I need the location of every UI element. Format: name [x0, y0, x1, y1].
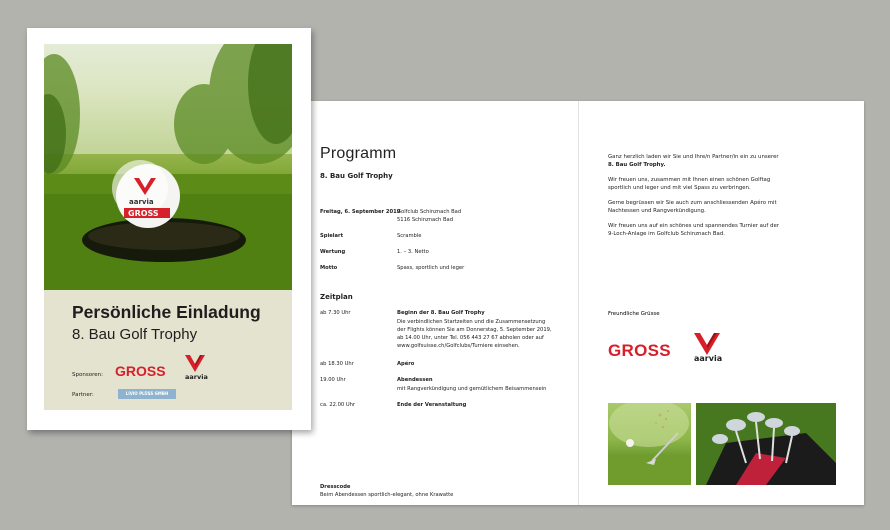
letter-line: Gerne begrüssen wir Sie auch zum anschliessenden Apéro mit — [608, 200, 777, 206]
zeitplan-time: ab 18.30 Uhr — [320, 361, 354, 367]
letter-line: 8. Bau Golf Trophy. — [608, 162, 666, 168]
page-fold — [578, 101, 579, 505]
letter-paragraph — [608, 176, 840, 192]
letter-line: Nachtessen und Rangverkündigung. — [608, 208, 706, 214]
zeitplan-time: ca. 22.00 Uhr — [320, 402, 356, 408]
program-title: Programm — [320, 145, 397, 162]
program-value-spielart: Scramble — [397, 233, 422, 239]
zeitplan-event-line: www.golfsuisse.ch/Golfclubs/Turniere einsehen. — [397, 343, 520, 349]
zeitplan-event-line: ab 14.00 Uhr, unter Tel. 056 443 27 67 abholen oder auf — [397, 335, 544, 341]
zeitplan-event-title: Apéro — [397, 361, 415, 367]
program-row-motto: Motto — [320, 265, 338, 271]
cover-title-panel — [44, 290, 292, 410]
closing-greeting: Freundliche Grüsse — [608, 311, 660, 317]
partner-label: Partner: — [72, 392, 94, 398]
program-row-address: 5116 Schinznach Bad — [397, 217, 454, 223]
partner-badge: LIVIO PLÜSS GMBH — [118, 389, 176, 399]
zeitplan-event-title: Ende der Veranstaltung — [397, 402, 467, 408]
zeitplan-time: ab 7.30 Uhr — [320, 310, 351, 316]
sponsors-label: Sponsoren: — [72, 372, 103, 378]
golf-hole-photo — [44, 44, 292, 290]
zeitplan-event-line: mit Rangverkündigung und gemütlichem Beisammensein — [397, 386, 547, 392]
cover-subtitle: 8. Bau Golf Trophy — [72, 326, 198, 343]
letter-line: Ganz herzlich laden wir Sie und Ihre/n Partner/in ein zu unserer — [608, 154, 779, 160]
zeitplan-time: 19.00 Uhr — [320, 377, 346, 383]
program-row-date: Freitag, 6. September 2019 — [320, 209, 401, 215]
program-row-spielart: Spielart — [320, 233, 344, 239]
ball-brand-text: GROSS — [128, 209, 159, 218]
gross-logo: GROSS — [608, 341, 671, 360]
zeitplan-event-title: Abendessen — [397, 377, 433, 383]
program-value-motto: Spass, sportlich und leger — [397, 265, 465, 271]
program-row-venue: Golfclub Schinznach Bad — [397, 209, 462, 215]
zeitplan-title: Zeitplan — [320, 293, 353, 301]
cover-aarvia-logo — [184, 354, 210, 380]
zeitplan-event-line: der Flights können Sie am Donnerstag, 5. September 2019, — [397, 327, 552, 333]
letter-line: sportlich und leger und mit viel Spass zu verbringen. — [608, 185, 751, 191]
program-subtitle: 8. Bau Golf Trophy — [320, 172, 393, 180]
cover-aarvia-text: aarvia — [185, 373, 208, 380]
aarvia-logo — [692, 331, 726, 363]
letter-paragraph — [608, 222, 840, 238]
letter-paragraph — [608, 199, 840, 215]
ball-logo-text: aarvia — [129, 198, 154, 206]
invitation-cover — [27, 28, 311, 430]
program-row-wertung: Wertung — [320, 249, 346, 255]
golf-bag-photo — [696, 403, 836, 485]
golf-swing-photo — [608, 403, 691, 485]
program-page — [320, 145, 570, 498]
letter-line: Wir freuen uns, zusammen mit Ihnen einen schönen Golftag — [608, 177, 771, 183]
invitation-inner-spread — [292, 101, 864, 505]
dresscode-block — [320, 484, 453, 499]
dresscode-title: Dresscode — [320, 484, 351, 490]
letter-text — [608, 153, 840, 245]
dresscode-text: Beim Abendessen sportlich-elegant, ohne Krawatte — [320, 491, 454, 498]
letter-line: 9-Loch-Anlage im Golfclub Schinznach Bad. — [608, 231, 725, 237]
zeitplan-event-line: Die verbindlichen Startzeiten und die Zusammensetzung — [397, 319, 546, 325]
letter-line: Wir freuen uns auf ein schönes und spannendes Turnier auf der — [608, 223, 779, 229]
zeitplan-event-title: Beginn der 8. Bau Golf Trophy — [397, 310, 485, 316]
letter-paragraph — [608, 153, 840, 169]
cover-title: Persönliche Einladung — [72, 302, 261, 322]
program-value-wertung: 1. – 3. Netto — [397, 249, 429, 255]
cover-gross-logo: GROSS — [115, 363, 166, 379]
aarvia-logo-text: aarvia — [694, 354, 723, 363]
